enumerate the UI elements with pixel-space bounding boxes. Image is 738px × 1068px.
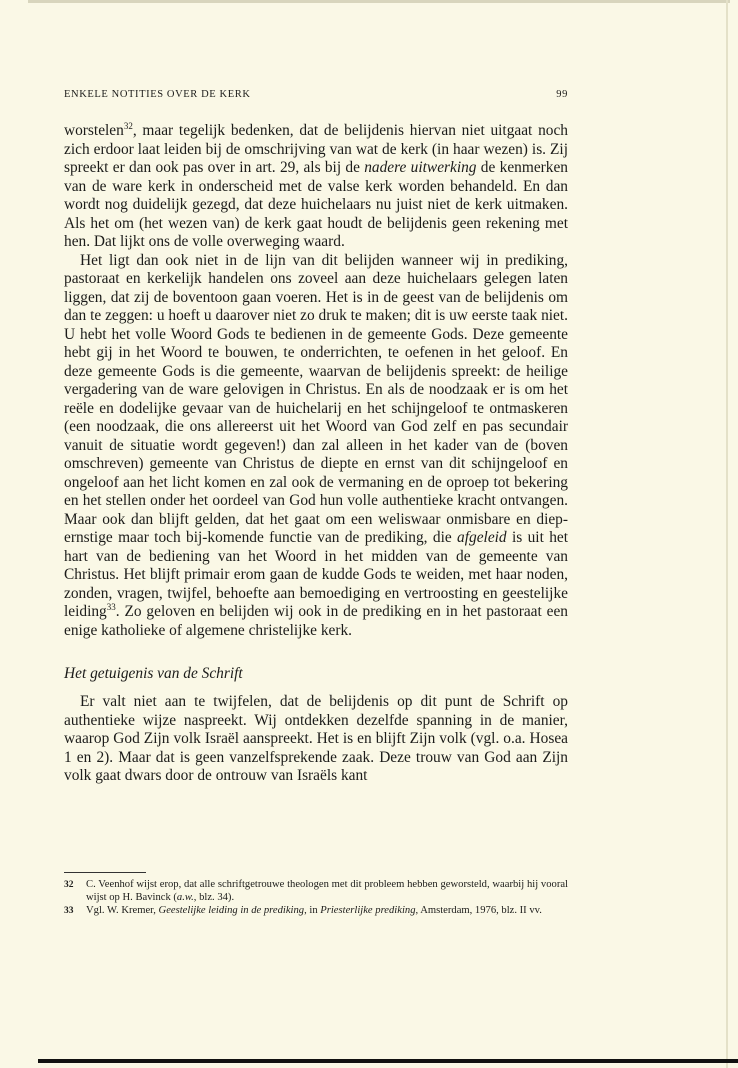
paragraph-2: [64, 252, 568, 641]
footnote-text-part: , blz. 34).: [193, 891, 235, 903]
paragraph-1-text: worstelen: [64, 122, 124, 139]
footnote-text-part: C. Veenhof wijst erop, dat alle schriftgetrouwe theologen met dit probleem hebben geworsteld, waarbij hij vooral wijst op H. Bavinck (: [86, 879, 568, 903]
footnote-text-part: , in: [304, 905, 321, 916]
footnote-text: [86, 905, 568, 918]
paragraph-2-text: Het ligt dan ook niet in de lijn van dit belijden wanneer wij in prediking, pastoraat en kerkelijk handelen ons zoveel aan deze huichelaars gelegen laten liggen, dat zij de boventoon gaan voeren. Het is in de geest van de belijdenis om dan te zeggen: u hoeft u daarover niet zo druk te maken; dit is uw eerste taak niet. U hebt het volle Woord Gods te bedienen in de gemeente Gods. Deze gemeente hebt gij in het Woord te bouwen, te onderrichten, te oefenen in het geloof. En deze gemeente Gods is die gemeente, waarvan de belijdenis spreekt: de heilige vergadering van de ware gelovigen in Christus. En als de noodzaak er is om het reële en dodelijke gevaar van de huichelarij en het schijngeloof te ontmaskeren (een noodzaak, die ons allereerst uit het Woord van God zelf en pas secundair vanuit de situatie wordt gegeven!) dan zal alleen in het kader van de (boven omschreven) gemeente van Christus de diepte en ernst van dit schijngeloof en ongeloof aan het licht komen en zal ook de vermaning en de oproep tot bekering en het stellen onder het oordeel van God hun volle authentieke kracht ontvangen. Maar ook dan blijft gelden, dat het gaat om een weliswaar onmisbare en diep-ernstige maar toch bij-komende functie van de prediking, die: [64, 251, 568, 546]
footnote-number: 33: [64, 906, 74, 916]
footnote-text-part: , Amsterdam, 1976, blz. II vv.: [415, 905, 542, 916]
emphasis: nadere uitwerking: [364, 159, 477, 176]
emphasis: afgeleid: [457, 529, 507, 546]
footnote-ref-32: 32: [123, 121, 133, 131]
running-title: ENKELE NOTITIES OVER DE KERK: [64, 89, 251, 100]
running-header: [64, 89, 568, 105]
footnote-ref-33: 33: [106, 602, 116, 612]
footnote-number: 32: [64, 880, 74, 890]
page-edge-bottom: [38, 1059, 738, 1063]
emphasis: Priesterlijke prediking: [320, 905, 416, 916]
paragraph-3: Er valt niet aan te twijfelen, dat de belijdenis op dit punt de Schrift op authentieke wijze naspreekt. Wij ontdekken dezelfde spanning in de manier, waarop God Zijn volk Israël aanspreekt. Het is en blijft Zijn volk (vgl. o.a. Hosea 1 en 2). Maar dat is geen vanzelfsprekende zaak. Deze trouw van God aan Zijn volk gaat dwars door de ontrouw van Israëls kant: [64, 693, 568, 784]
section-text-block: [64, 693, 568, 786]
emphasis: Geestelijke leiding in de prediking: [158, 905, 305, 916]
main-text-block: [64, 122, 568, 640]
emphasis: a.w.: [176, 891, 194, 903]
footnote-text-part: Vgl. W. Kremer,: [86, 905, 159, 916]
footnotes: [64, 879, 568, 919]
paragraph-1-text: , maar tegelijk bedenken, dat de belijdenis hiervan niet uitgaat noch zich erdoor laat leiden bij de omschrijving van wat de kerk (in haar wezen) is. Zij spreekt er dan ook pas over in art. 29, als bij de: [64, 122, 568, 176]
paragraph-2-text: . Zo geloven en belijden wij ook in de prediking en in het pastoraat een enige katholieke of algemene christelijke kerk.: [64, 603, 568, 639]
footnote-32: [64, 879, 568, 904]
page-edge-top: [28, 0, 730, 3]
footnote-33: [64, 905, 568, 918]
paragraph-1-text: de kenmerken van de ware kerk in onderscheid met de valse kerk worden behandeld. En dan wordt nog duidelijk gezegd, dat deze huichelaars nu juist niet de kerk uitmaken. Als het om (het wezen van) de kerk gaat houdt de belijdenis geen rekening met hen. Dat lijkt ons de volle overweging waard.: [64, 159, 568, 250]
paragraph-1: [64, 122, 568, 252]
page-number: 99: [556, 89, 568, 100]
paragraph-2-text: is uit het hart van de bediening van het Woord in het midden van de gemeente van Christus. Het blijft primair erom gaan de kudde Gods te weiden, met haar noden, zonden, vragen, twijfel, behoefte aan bemoediging en vertroosting en geestelijke leiding: [64, 529, 568, 620]
section-heading: Het getuigenis van de Schrift: [64, 665, 243, 682]
page-edge-right: [726, 0, 728, 1068]
footnote-divider: [64, 872, 146, 873]
footnote-text: [86, 879, 568, 904]
